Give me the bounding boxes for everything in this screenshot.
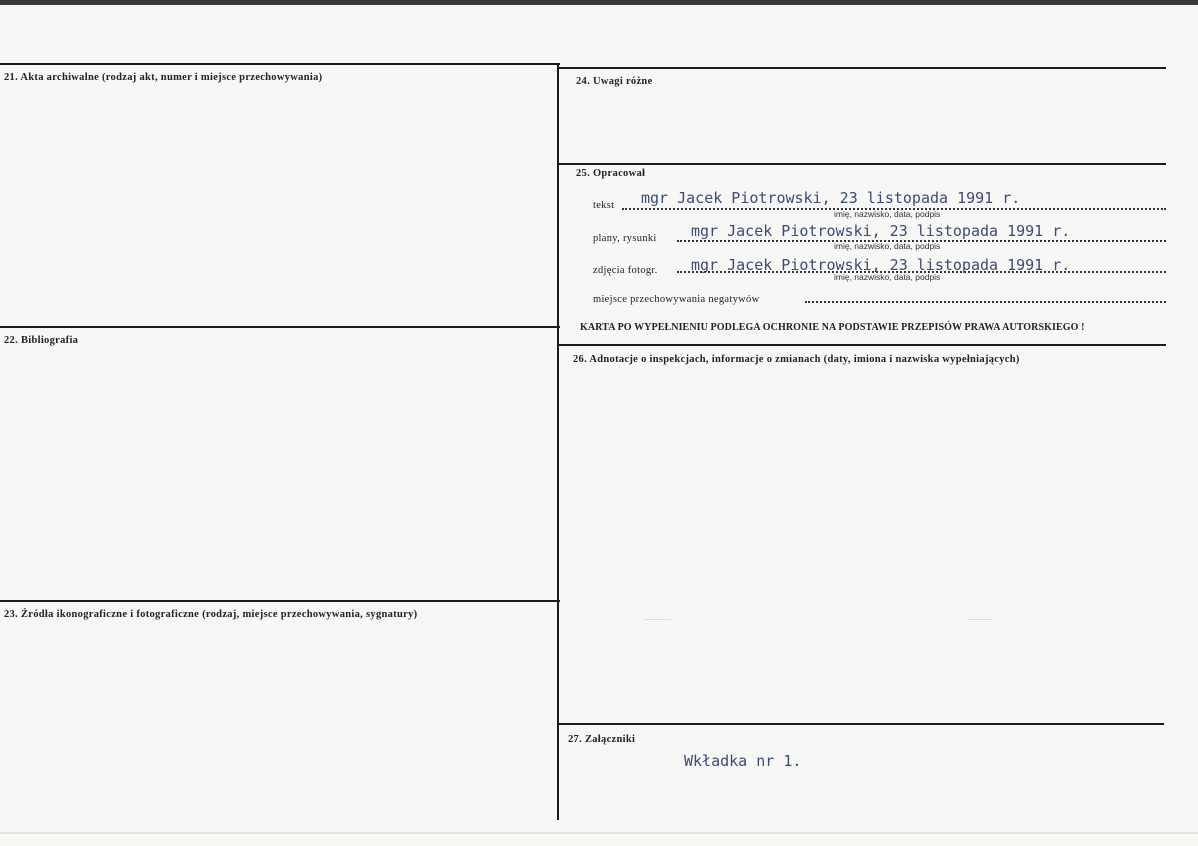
column-divider: [557, 63, 559, 820]
negatives-label: miejsce przechowywania negatywów: [593, 294, 760, 305]
divider-top-left: [0, 63, 560, 65]
section-23-label: 23. Źródła ikonograficzne i fotograficzne (rodzaj, miejsce przechowywania, sygnatury): [4, 609, 418, 620]
divider-21-22: [0, 326, 560, 328]
section-21-label: 21. Akta archiwalne (rodzaj akt, numer i miejsce przechowywania): [4, 72, 323, 83]
section-24-label: 24. Uwagi różne: [576, 76, 653, 87]
row-plany-value: mgr Jacek Piotrowski, 23 listopada 1991 r.: [691, 222, 1071, 240]
scan-bottom-edge: [0, 832, 1198, 834]
section-27-label: 27. Załączniki: [568, 734, 636, 745]
divider-top-right: [558, 67, 1166, 69]
row-tekst-label: tekst: [593, 200, 615, 211]
section-25-label: 25. Opracował: [576, 168, 646, 179]
section-26-label: 26. Adnotacje o inspekcjach, informacje o zmianach (daty, imiona i nazwiska wypełniających): [573, 354, 1020, 365]
row-plany-caption: imię, nazwisko, data, podpis: [834, 241, 941, 251]
row-zdjecia-label: zdjęcia fotogr.: [593, 265, 658, 276]
divider-26-27: [558, 723, 1164, 725]
scan-artifact: [967, 619, 993, 620]
row-tekst-caption: imię, nazwisko, data, podpis: [834, 209, 941, 219]
negatives-dotted-line: [805, 301, 1166, 303]
row-plany-label: plany, rysunki: [593, 233, 657, 244]
attachment-value: Wkładka nr 1.: [684, 752, 802, 770]
section-22-label: 22. Bibliografia: [4, 335, 79, 346]
divider-22-23: [0, 600, 560, 602]
row-zdjecia-caption: imię, nazwisko, data, podpis: [834, 272, 941, 282]
divider-24-25: [558, 163, 1166, 165]
divider-25-26: [558, 344, 1166, 346]
row-tekst-value: mgr Jacek Piotrowski, 23 listopada 1991 r.: [641, 189, 1021, 207]
copyright-notice: KARTA PO WYPEŁNIENIU PODLEGA OCHRONIE NA PODSTAWIE PRZEPISÓW PRAWA AUTORSKIEGO !: [580, 322, 1085, 333]
row-zdjecia-value: mgr Jacek Piotrowski, 23 listopada 1991 r.: [691, 256, 1071, 274]
scan-artifact: [645, 619, 671, 620]
scan-top-edge: [0, 0, 1198, 5]
